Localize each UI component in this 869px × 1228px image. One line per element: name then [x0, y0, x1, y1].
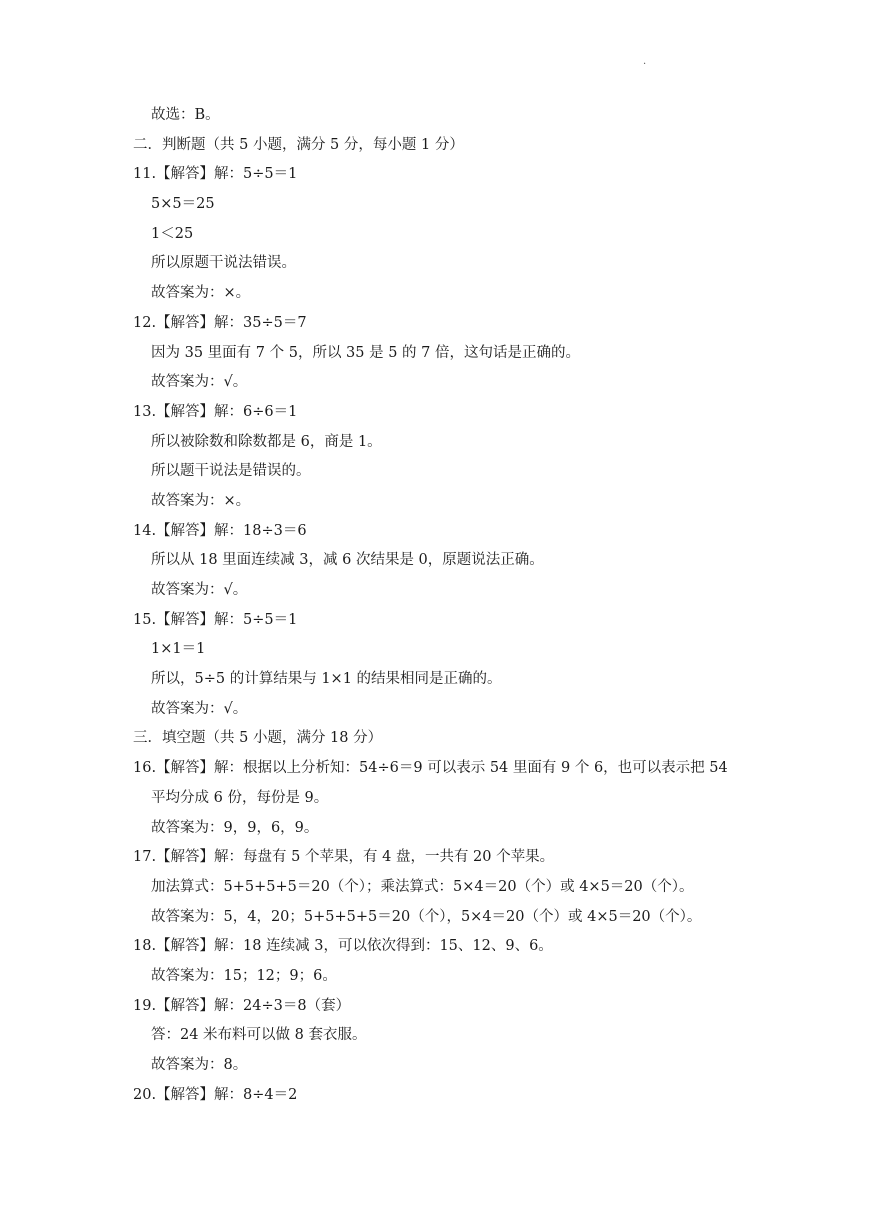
answer-text-line: 因为 35 里面有 7 个 5，所以 35 是 5 的 7 倍，这句话是正确的。 — [151, 344, 581, 361]
page-marker: . — [643, 56, 647, 67]
answer-text-line: 故选：B。 — [151, 107, 220, 123]
answer-text-line: 故答案为：5，4，20；5+5+5+5＝20（个），5×4＝20（个）或 4×5＝20（个）。 — [151, 908, 702, 925]
answer-text-line: 5×5＝25 — [151, 196, 215, 213]
answer-text-line: 所以原题干说法错误。 — [151, 255, 296, 272]
answer-heading-line: 16.【解答】解：根据以上分析知：54÷6＝9 可以表示 54 里面有 9 个 6，也可以表示把 54 — [133, 760, 728, 777]
answer-heading-line: 二．判断题（共 5 小题，满分 5 分，每小题 1 分） — [133, 136, 464, 153]
answer-text-line: 加法算式：5+5+5+5＝20（个）；乘法算式：5×4＝20（个）或 4×5＝20（个）。 — [151, 878, 694, 895]
answer-text-line: 故答案为：√。 — [151, 582, 248, 598]
answer-text-line: 所以被除数和除数都是 6，商是 1。 — [151, 433, 382, 450]
answer-text-line: 故答案为：×。 — [151, 492, 251, 509]
answer-heading-line: 14.【解答】解：18÷3＝6 — [133, 522, 307, 539]
answer-text-line: 平均分成 6 份，每份是 9。 — [151, 789, 329, 806]
answer-text-line: 所以题干说法是错误的。 — [151, 463, 311, 480]
answer-heading-line: 17.【解答】解：每盘有 5 个苹果，有 4 盘，一共有 20 个苹果。 — [133, 849, 555, 866]
answer-text-line: 故答案为：15；12；9；6。 — [151, 967, 337, 984]
answer-heading-line: 三．填空题（共 5 小题，满分 18 分） — [133, 730, 383, 747]
answer-text-line: 故答案为：×。 — [151, 285, 251, 302]
answer-text-line: 故答案为：√。 — [151, 700, 248, 717]
answer-heading-line: 18.【解答】解：18 连续减 3，可以依次得到：15、12、9、6。 — [133, 938, 553, 955]
answer-heading-line: 15.【解答】解：5÷5＝1 — [133, 611, 298, 628]
answer-text-line: 所以从 18 里面连续减 3，减 6 次结果是 0，原题说法正确。 — [151, 552, 544, 569]
answer-heading-line: 11.【解答】解：5÷5＝1 — [133, 166, 298, 183]
answer-text-line: 1＜25 — [151, 225, 194, 242]
answer-heading-line: 13.【解答】解：6÷6＝1 — [133, 403, 298, 420]
answer-text-line: 答：24 米布料可以做 8 套衣服。 — [151, 1027, 367, 1044]
answer-text-line: 故答案为：√。 — [151, 374, 248, 391]
answer-text-line: 1×1＝1 — [151, 641, 206, 658]
answer-heading-line: 20.【解答】解：8÷4＝2 — [133, 1086, 298, 1103]
answer-heading-line: 19.【解答】解：24÷3＝8（套） — [133, 997, 351, 1014]
answer-heading-line: 12.【解答】解：35÷5＝7 — [133, 314, 307, 331]
answer-text-line: 故答案为：8。 — [151, 1057, 248, 1073]
document-body — [0, 101, 869, 1110]
answer-text-line: 所以，5÷5 的计算结果与 1×1 的结果相同是正确的。 — [151, 671, 502, 688]
answer-text-line: 故答案为：9，9，6，9。 — [151, 819, 319, 836]
